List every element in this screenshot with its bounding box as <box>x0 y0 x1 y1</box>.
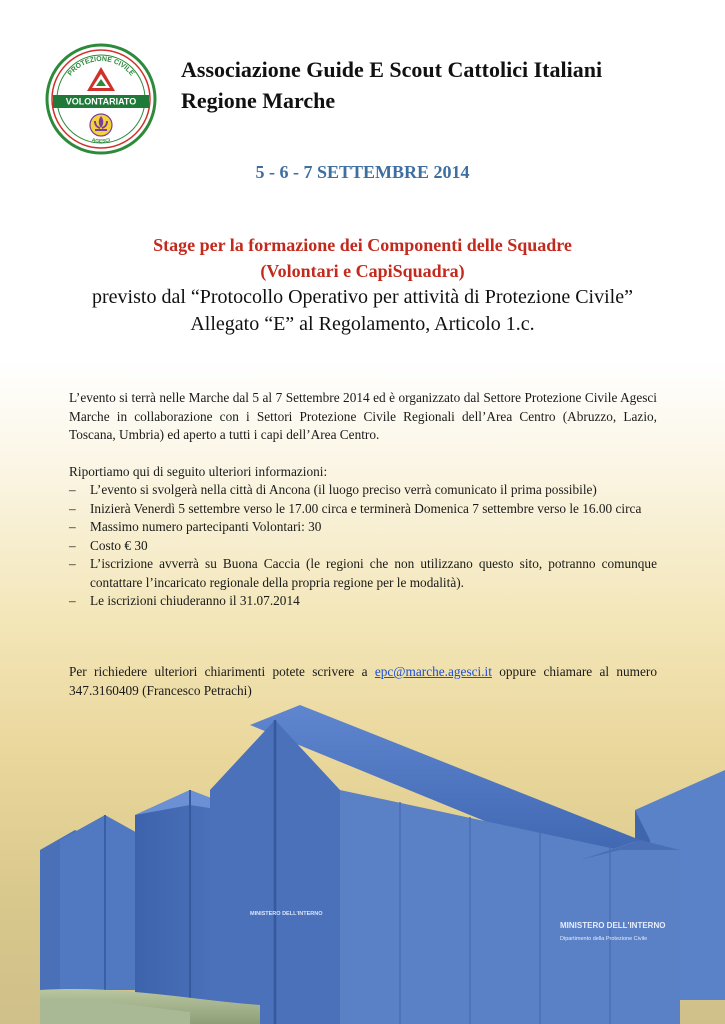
contact-text-after: oppure chiamare al numero 347.3160409 (Francesco Petrachi) <box>69 664 658 698</box>
protocol-reference-line1: previsto dal “Protocollo Operativo per attività di Protezione Civile” <box>92 286 633 308</box>
organization-name: Associazione Guide E Scout Cattolici Italiani <box>181 57 603 82</box>
email-link[interactable]: epc@marche.agesci.it <box>374 664 492 679</box>
logo-bottom-text: AGESCI <box>90 137 112 145</box>
list-item <box>69 481 657 500</box>
organization-region: Regione Marche <box>181 88 336 113</box>
protocol-reference <box>0 284 725 338</box>
list-item <box>69 500 657 519</box>
dash-bullet: – <box>69 519 76 534</box>
list-item-text: Massimo numero partecipanti Volontari: 30 <box>90 519 322 534</box>
tent-label-line1: MINISTERO DELL'INTERNO <box>560 921 666 930</box>
tents-photo <box>40 700 725 1024</box>
dash-bullet: – <box>69 500 76 516</box>
dash-bullet: – <box>69 556 76 571</box>
list-item-text: Le iscrizioni chiuderanno il 31.07.2014 <box>90 593 300 608</box>
logo-ring-text: PROTEZIONE CIVILE <box>66 55 136 78</box>
dash-bullet: – <box>69 482 76 497</box>
list-item <box>69 555 657 592</box>
dash-bullet: – <box>69 537 76 553</box>
volontariato-logo <box>45 43 157 155</box>
stage-title-line2: (Volontari e CapiSquadra) <box>260 261 465 281</box>
stage-title-line1: Stage per la formazione dei Componenti delle Squadre <box>153 235 572 255</box>
organization-title <box>181 54 602 116</box>
list-item-text: L’evento si svolgerà nella città di Ancona (il luogo preciso verrà comunicato il prima possibile) <box>90 482 597 497</box>
tent-label-side: MINISTERO DELL'INTERNO <box>250 911 323 917</box>
info-list <box>69 481 657 611</box>
list-item <box>69 537 657 556</box>
event-dates: 5 - 6 - 7 SETTEMBRE 2014 <box>255 162 470 182</box>
contact-text-before: Per richiedere ulteriori chiarimenti potete scrivere a <box>69 664 375 679</box>
list-item <box>69 518 657 537</box>
info-heading: Riportiamo qui di seguito ulteriori informazioni: <box>69 464 328 479</box>
list-item-text: Costo € 30 <box>90 537 148 553</box>
tent-label-line2: Dipartimento della Protezione Civile <box>560 936 648 942</box>
intro-paragraph: L’evento si terrà nelle Marche dal 5 al 7 Settembre 2014 ed è organizzato dal Settore Protezione Civile Agesci Marche in collaborazione con i Settori Protezione Civile Regionali dell’Area Centro (Abruzzo, Lazio, Toscana, Umbria) ed aperto a tutti i capi dell’Area Centro. <box>69 390 657 442</box>
list-item-text: L’iscrizione avverrà su Buona Caccia (le regioni che non utilizzano questo sito, potranno comunque contattare l’incaricato regionale della propria regione per le modalità). <box>90 556 657 590</box>
stage-title <box>0 232 725 284</box>
dash-bullet: – <box>69 593 76 608</box>
contact-paragraph <box>69 663 657 700</box>
protocol-reference-line2: Allegato “E” al Regolamento, Articolo 1.c. <box>190 313 535 335</box>
list-item <box>69 592 657 611</box>
logo-band-text: VOLONTARIATO <box>65 96 137 107</box>
list-item-text: Inizierà Venerdì 5 settembre verso le 17.00 circa e terminerà Domenica 7 settembre verso le 16.00 circa <box>90 500 642 516</box>
